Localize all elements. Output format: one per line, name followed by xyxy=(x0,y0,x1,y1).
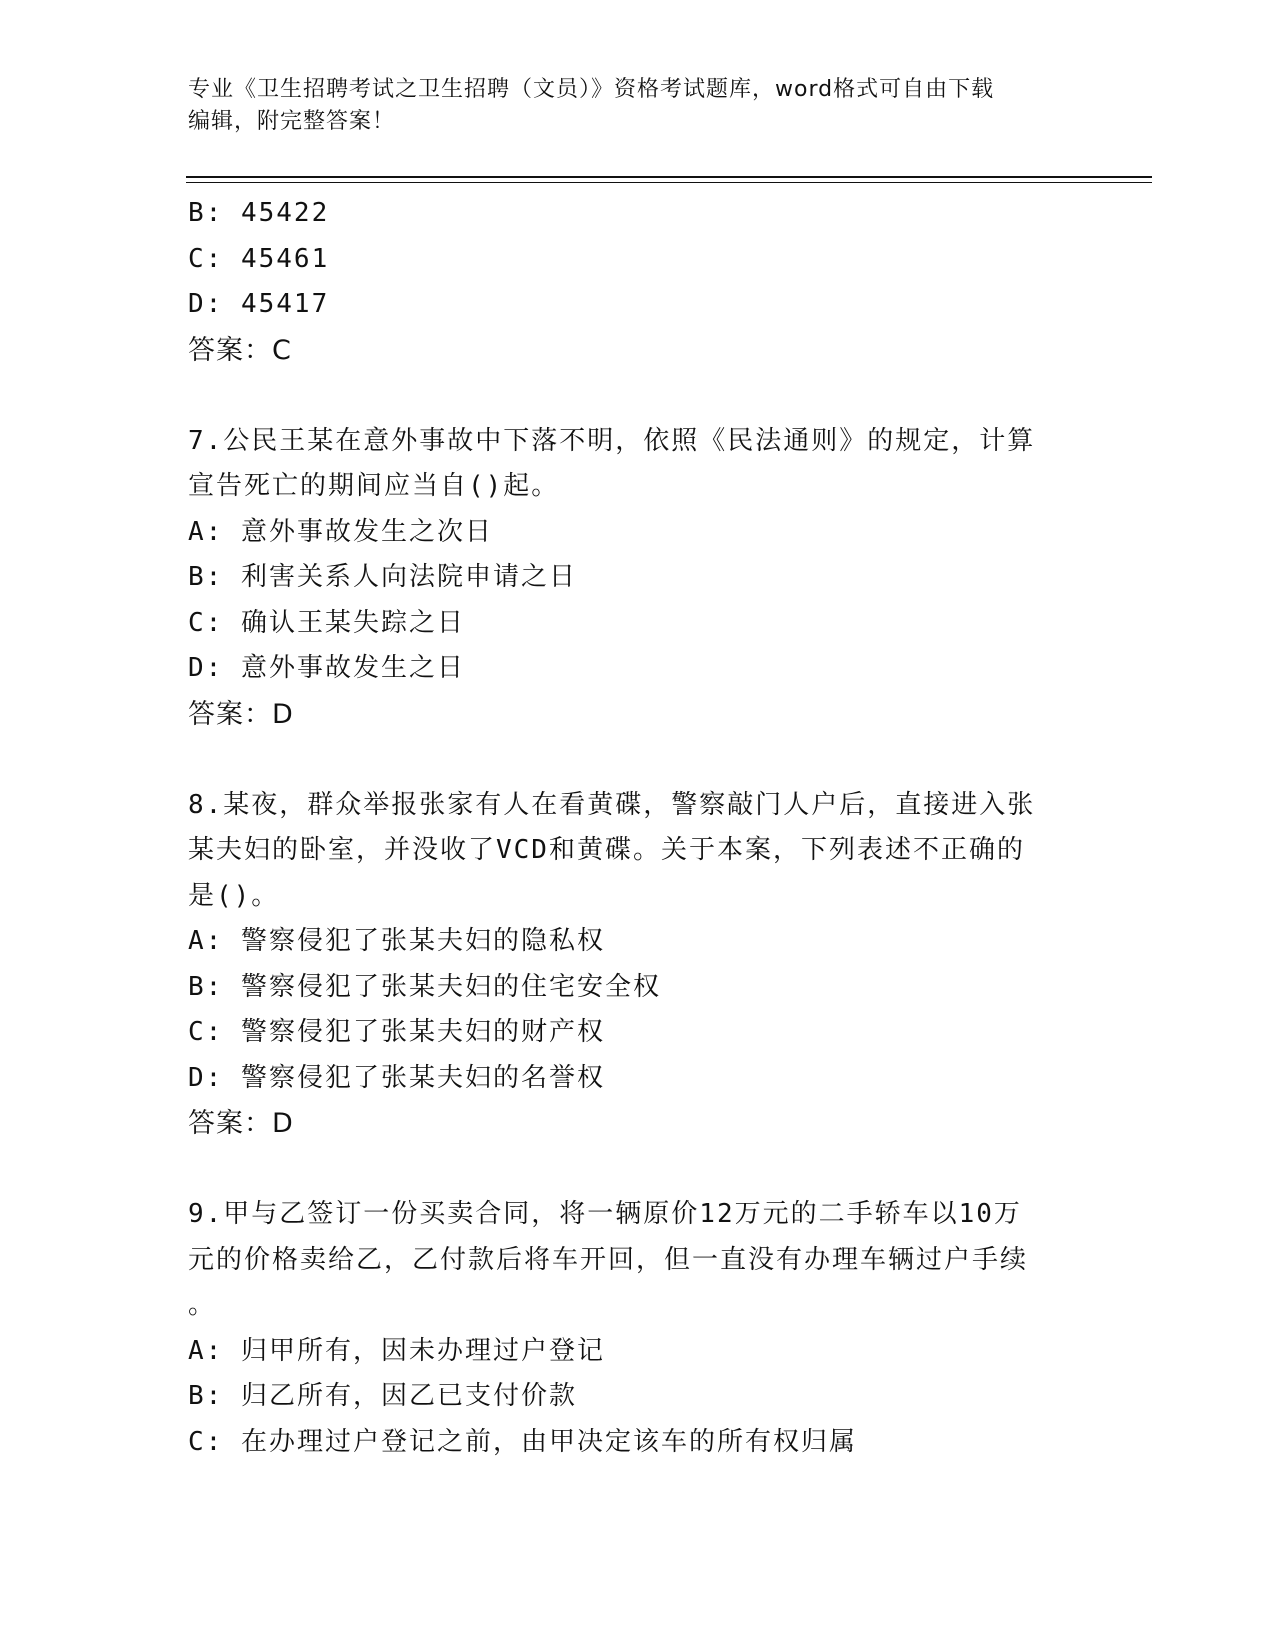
question-spacer xyxy=(188,1147,1068,1193)
option-d: D: 意外事故发生之日 xyxy=(188,653,465,683)
option-b: B: 归乙所有，因乙已支付价款 xyxy=(188,1381,577,1411)
header-line-1: 专业《卫生招聘考试之卫生招聘（文员）》资格考试题库，word格式可自由下载 xyxy=(188,77,995,102)
question-stem-line: 8.某夜，群众举报张家有人在看黄碟，警察敲门人户后，直接进入张 xyxy=(188,789,1036,820)
question-stem-line: 某夫妇的卧室，并没收了VCD和黄碟。关于本案，下列表述不正确的 xyxy=(188,835,1025,865)
option-d: D: 警察侵犯了张某夫妇的名誉权 xyxy=(188,1062,605,1093)
question-9 xyxy=(188,1192,1068,1465)
question-stem-line: 9.甲与乙签订一份买卖合同，将一辆原价12万元的二手轿车以10万 xyxy=(188,1199,1022,1229)
document-header xyxy=(188,74,1068,138)
option-a: A: 警察侵犯了张某夫妇的隐私权 xyxy=(188,926,605,956)
option-b: B: 利害关系人向法院申请之日 xyxy=(188,562,577,592)
option-b: B: 警察侵犯了张某夫妇的住宅安全权 xyxy=(188,971,661,1002)
option-d: D: 45417 xyxy=(188,289,330,319)
option-c: C: 在办理过户登记之前，由甲决定该车的所有权归属 xyxy=(188,1426,857,1457)
question-stem-line: 。 xyxy=(188,1290,217,1320)
answer-label: 答案：D xyxy=(188,1108,294,1139)
header-rule-thick xyxy=(186,176,1152,178)
header-rule-thin xyxy=(186,182,1152,183)
answer-label: 答案：C xyxy=(188,334,292,366)
option-a: A: 意外事故发生之次日 xyxy=(188,516,493,547)
answer-label: 答案：D xyxy=(188,698,294,730)
question-8 xyxy=(188,783,1068,1147)
question-stem-line: 元的价格卖给乙，乙付款后将车开回，但一直没有办理车辆过户手续 xyxy=(188,1244,1029,1275)
option-a: A: 归甲所有，因未办理过户登记 xyxy=(188,1335,605,1366)
question-stem-line: 7.公民王某在意外事故中下落不明，依照《民法通则》的规定，计算 xyxy=(188,425,1036,456)
option-c: C: 45461 xyxy=(188,243,330,274)
option-b: B: 45422 xyxy=(188,198,330,228)
question-stem-line: 宣告死亡的期间应当自()起。 xyxy=(188,471,560,501)
question-list xyxy=(188,191,1068,1465)
question-spacer xyxy=(188,373,1068,419)
header-line-2: 编辑，附完整答案！ xyxy=(188,109,396,134)
question-6-fragment xyxy=(188,191,1068,373)
question-stem-line: 是()。 xyxy=(188,880,280,911)
question-7 xyxy=(188,419,1068,738)
option-c: C: 警察侵犯了张某夫妇的财产权 xyxy=(188,1017,605,1047)
option-c: C: 确认王某失踪之日 xyxy=(188,607,465,638)
question-spacer xyxy=(188,737,1068,783)
